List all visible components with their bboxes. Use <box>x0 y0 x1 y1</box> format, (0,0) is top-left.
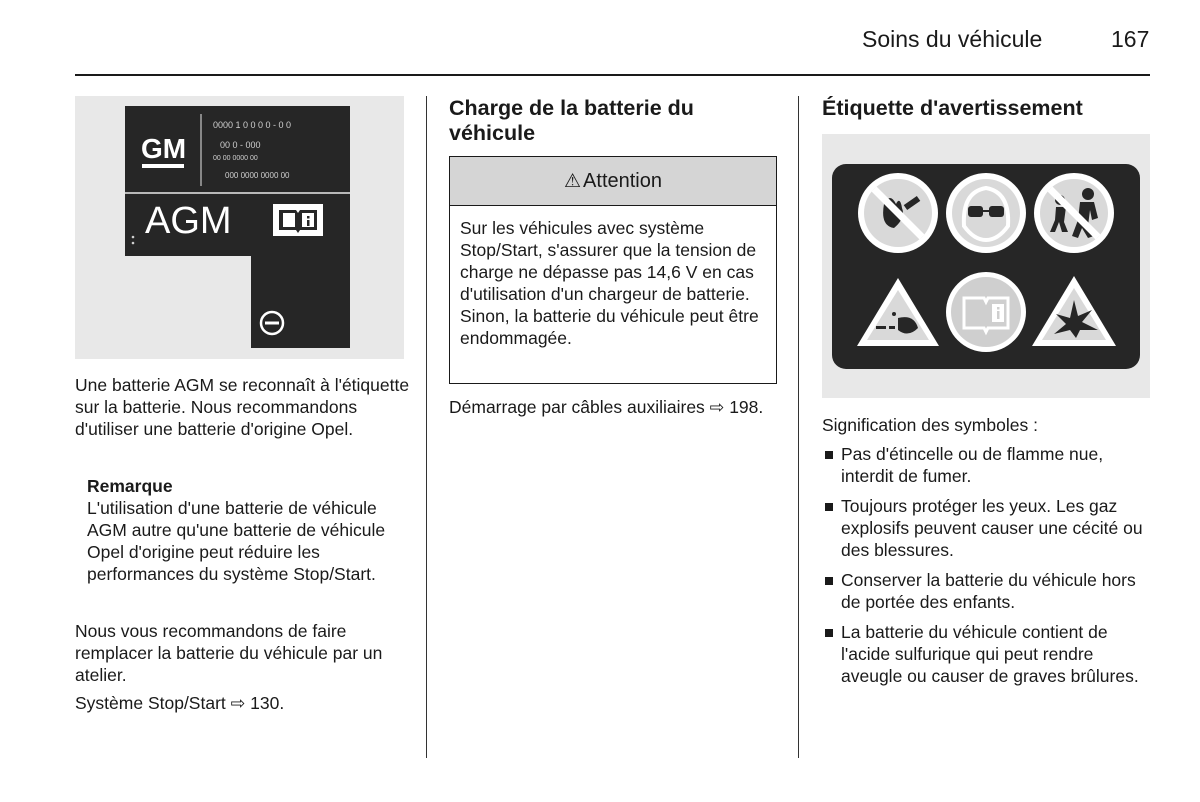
svg-text:00 00 0000 00: 00 00 0000 00 <box>213 155 258 162</box>
svg-text:000 0000 0000 00: 000 0000 0000 00 <box>225 171 290 180</box>
page-number: 167 <box>1111 26 1150 52</box>
list-item: La batterie du véhicule contient de l'acide sulfurique qui peut rendre aveugle ou causer de graves brûlures. <box>822 621 1152 687</box>
eye-protection-icon <box>946 173 1026 253</box>
warning-title: Attention <box>583 169 662 192</box>
symbols-meaning-list <box>822 443 1152 695</box>
list-item: Toujours protéger les yeux. Les gaz explosifs peuvent causer une cécité ou des blessures. <box>822 495 1152 561</box>
charging-heading: Charge de la batterie du véhicule <box>449 96 694 145</box>
jump-start-reference[interactable]: Démarrage par câbles auxiliaires ⇨ 198. <box>449 397 764 417</box>
bullet-square-icon <box>825 629 833 637</box>
read-manual-icon <box>946 272 1026 352</box>
stop-start-reference[interactable]: Système Stop/Start ⇨ 130. <box>75 693 285 713</box>
warning-symbols-figure <box>822 134 1150 398</box>
agm-label-text: AGM <box>145 200 232 242</box>
bullet-square-icon <box>825 451 833 459</box>
svg-text:0000 1 0 0 0 0 - 0 0: 0000 1 0 0 0 0 - 0 0 <box>213 120 292 130</box>
header-rule <box>75 74 1150 76</box>
agm-intro-paragraph: Une batterie AGM se reconnaît à l'étiquette sur la batterie. Nous recommandons d'utiliser une batterie d'origine Opel. <box>75 375 410 439</box>
column-divider-2 <box>798 96 799 758</box>
page-section-title: Soins du véhicule <box>862 26 1043 52</box>
manual-book-icon <box>273 204 323 236</box>
gm-logo: GM <box>141 133 187 164</box>
bullet-square-icon <box>825 577 833 585</box>
keep-away-children-icon <box>1034 173 1114 253</box>
warning-text: Sur les véhicules avec système Stop/Start, s'assurer que la tension de charge ne dépasse pas 14,6 V en cas d'utilisation d'un chargeur de batterie. Sinon, la batterie du véhicule peut être endommagée. <box>460 218 759 348</box>
replacement-paragraph: Nous vous recommandons de faire remplacer la batterie du véhicule par un atelier. <box>75 621 383 685</box>
warning-header <box>450 157 776 206</box>
no-flame-icon <box>858 173 938 253</box>
bullet-square-icon <box>825 503 833 511</box>
note-title: Remarque <box>87 476 173 496</box>
svg-text:00 0 - 000: 00 0 - 000 <box>220 140 261 150</box>
note-text: L'utilisation d'une batterie de véhicule AGM autre qu'une batterie de véhicule Opel d'origine peut réduire les performances du système Stop/Start. <box>87 498 386 584</box>
agm-battery-label-figure <box>75 96 404 359</box>
column-divider-1 <box>426 96 427 758</box>
warning-triangle-icon: ⚠ <box>564 170 582 192</box>
list-item: Conserver la batterie du véhicule hors de portée des enfants. <box>822 569 1152 613</box>
agm-label-illustration <box>75 96 404 359</box>
list-item: Pas d'étincelle ou de flamme nue, interdit de fumer. <box>822 443 1152 487</box>
note-block <box>87 475 412 585</box>
warning-label-heading: Étiquette d'avertissement <box>822 96 1083 120</box>
warning-symbols-illustration <box>822 134 1150 398</box>
warning-box <box>449 156 777 384</box>
symbols-intro: Signification des symboles : <box>822 415 1038 435</box>
